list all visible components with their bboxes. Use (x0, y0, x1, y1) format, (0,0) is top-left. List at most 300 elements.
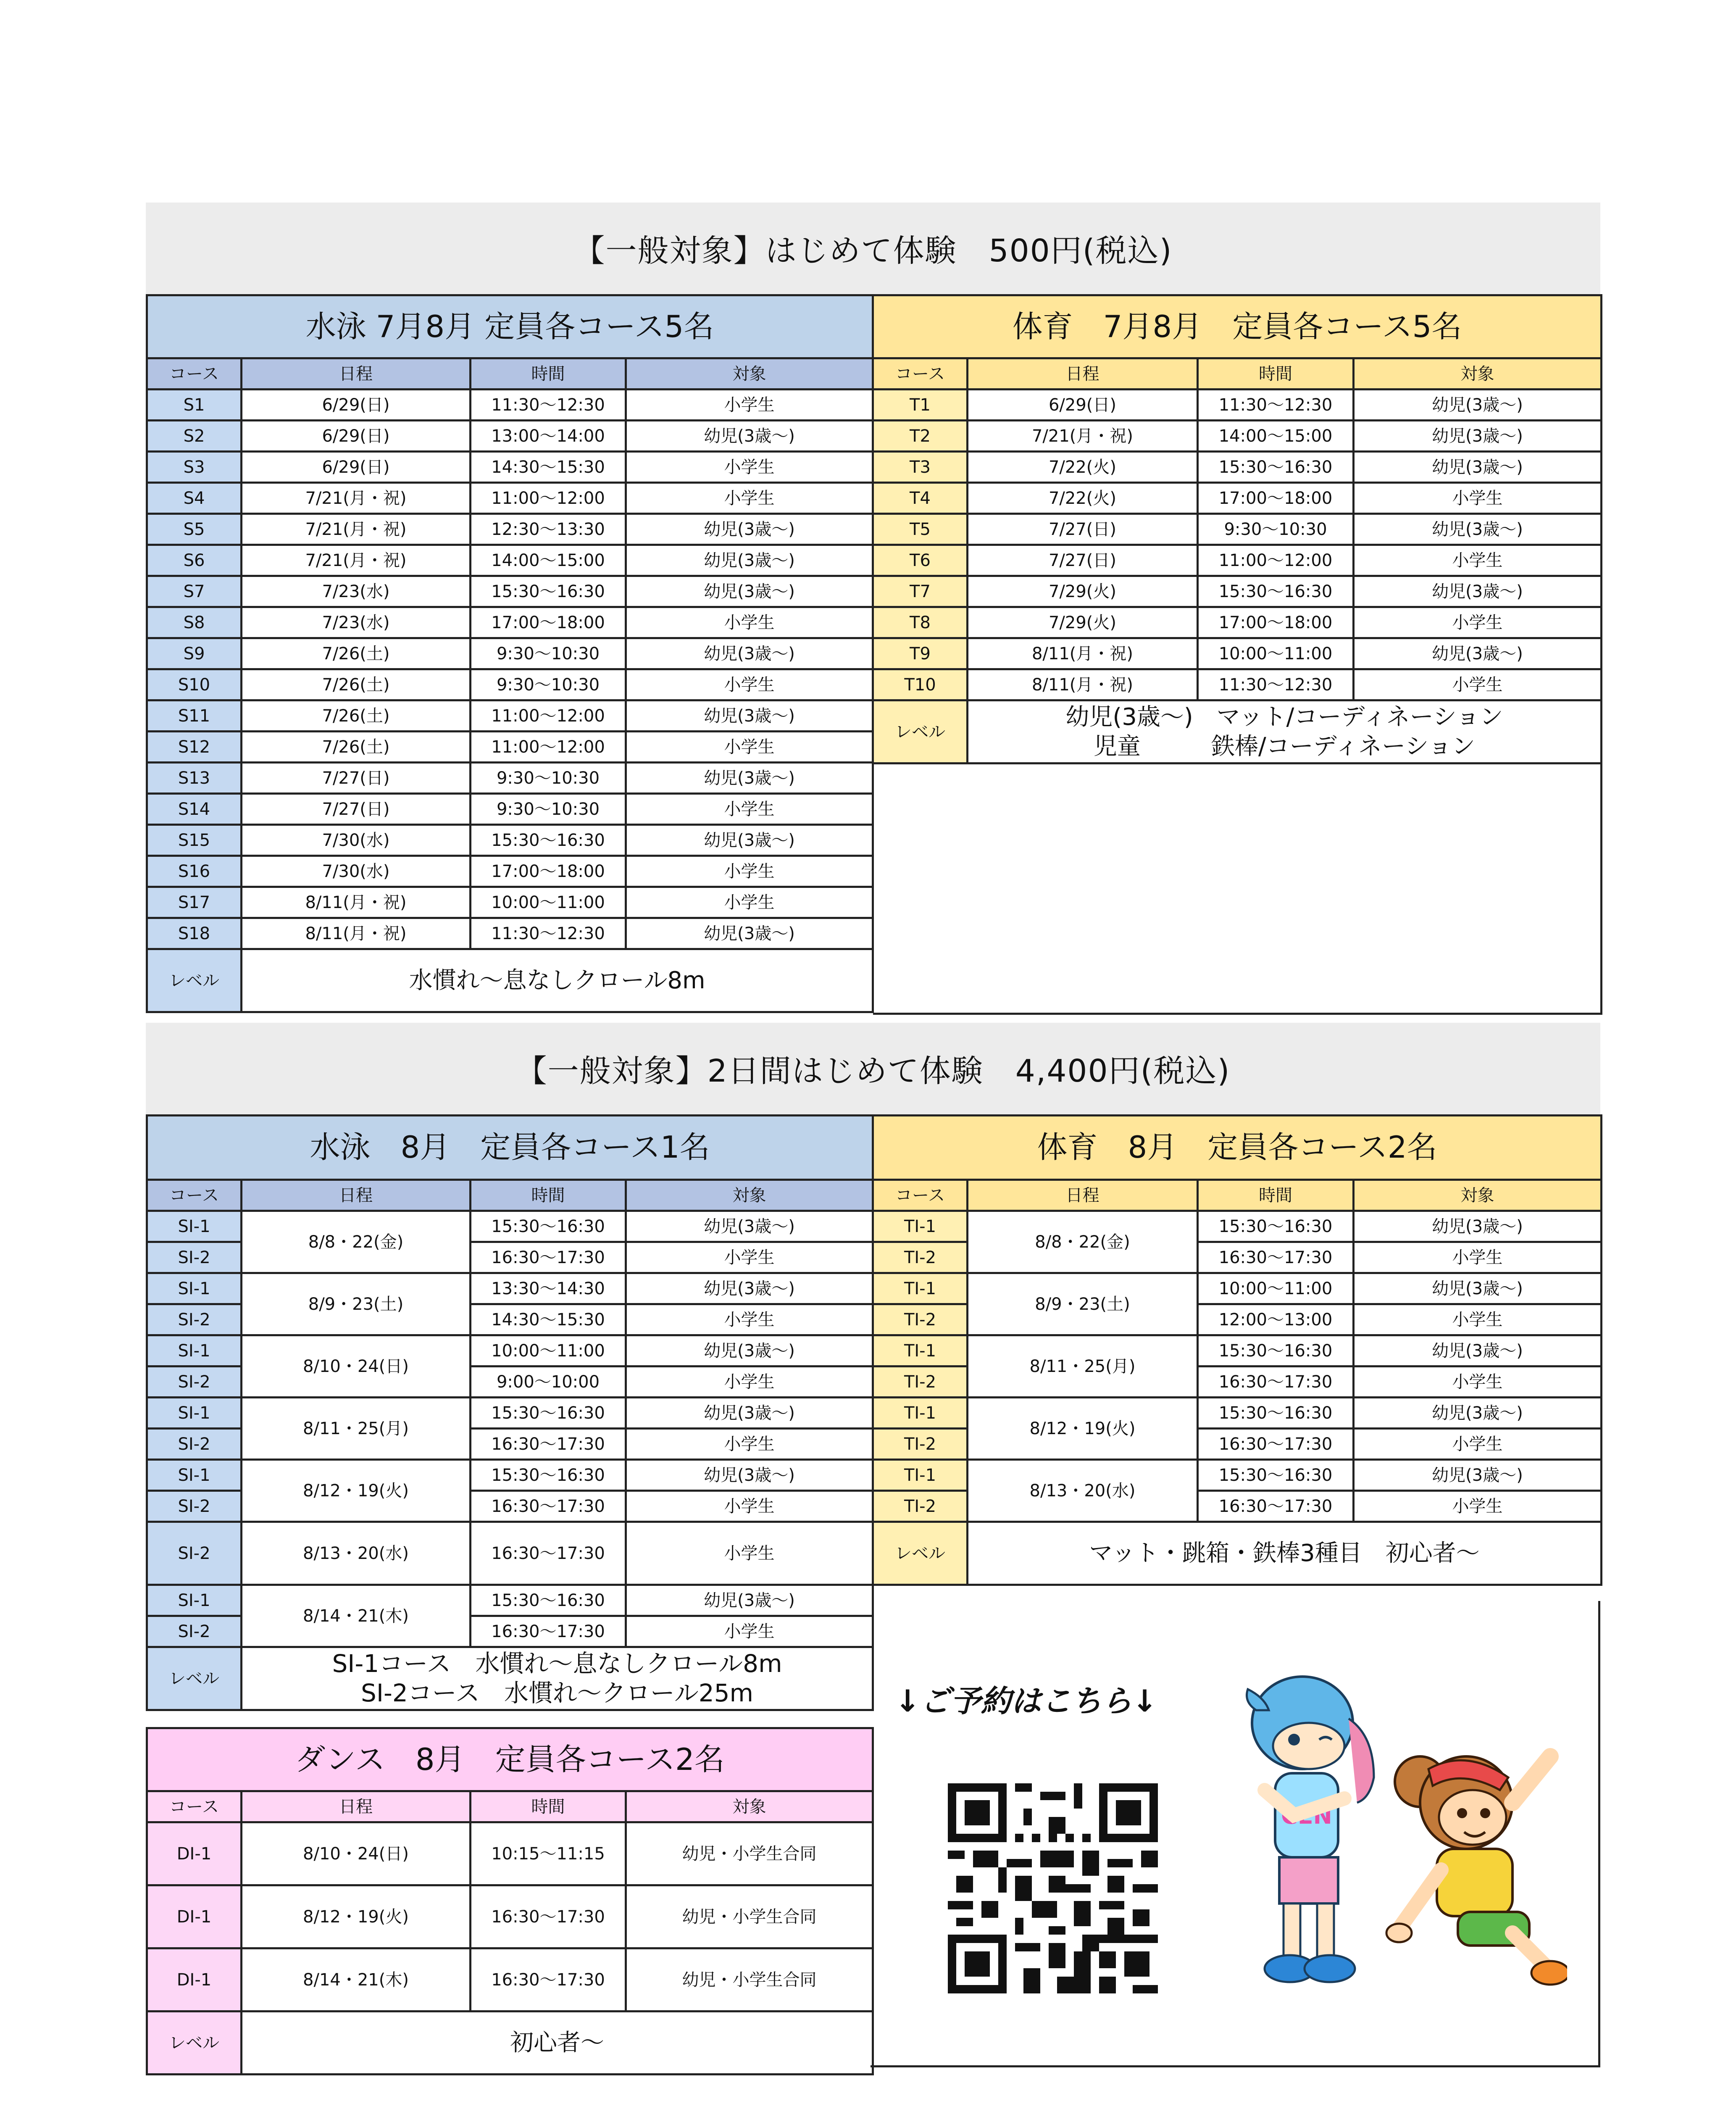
course-time: 11:30～12:30 (471, 390, 626, 421)
table-row (873, 669, 1602, 700)
table-row (147, 1885, 873, 1948)
gym-table-2-title: 体育 8月 定員各コース2名 (873, 1116, 1602, 1180)
table-row (873, 545, 1602, 576)
course-target: 幼児(3歳～) (626, 576, 873, 607)
col-target: 対象 (1354, 358, 1602, 390)
course-time: 15:30～16:30 (471, 576, 626, 607)
level-row (873, 1522, 1602, 1585)
course-target: 幼児(3歳～) (1354, 1273, 1602, 1304)
course-code: DI-1 (147, 1822, 242, 1885)
course-target: 幼児(3歳～) (1354, 1398, 1602, 1429)
col-date: 日程 (242, 1791, 471, 1822)
course-time: 15:30～16:30 (1198, 1398, 1354, 1429)
table-row (147, 452, 873, 483)
course-date: 7/21(月・祝) (242, 514, 471, 545)
swim-table-2 (146, 1114, 874, 1711)
course-target: 幼児(3歳～) (626, 1211, 873, 1242)
course-target: 幼児・小学生合同 (626, 1885, 873, 1948)
course-date: 8/14・21(木) (242, 1948, 471, 2011)
course-time: 10:00～11:00 (1198, 1273, 1354, 1304)
course-date: 8/9・23(土) (242, 1273, 471, 1335)
table-row (147, 514, 873, 545)
course-target: 幼児(3歳～) (626, 638, 873, 669)
col-date: 日程 (968, 358, 1198, 390)
course-date: 7/29(火) (968, 576, 1198, 607)
course-code: T5 (873, 514, 968, 545)
col-course: コース (147, 358, 242, 390)
col-time: 時間 (471, 358, 626, 390)
course-time: 16:30～17:30 (471, 1429, 626, 1460)
table-row (147, 390, 873, 421)
course-target: 小学生 (626, 1366, 873, 1398)
course-time: 10:00～11:00 (471, 887, 626, 918)
course-time: 15:30～16:30 (1198, 1211, 1354, 1242)
col-course: コース (147, 1791, 242, 1822)
course-target: 小学生 (626, 732, 873, 763)
table-row (147, 825, 873, 856)
course-time: 11:30～12:30 (1198, 669, 1354, 700)
course-target: 小学生 (1354, 1366, 1602, 1398)
col-time: 時間 (1198, 1180, 1354, 1211)
course-code: T1 (873, 390, 968, 421)
course-code: T2 (873, 421, 968, 452)
course-date: 8/11(月・祝) (242, 918, 471, 949)
course-date: 7/21(月・祝) (242, 545, 471, 576)
course-code: TI-2 (873, 1491, 968, 1522)
table-row (147, 576, 873, 607)
col-date: 日程 (242, 1180, 471, 1211)
course-code: SI-2 (147, 1429, 242, 1460)
table-row (147, 1273, 873, 1304)
course-date: 8/12・19(火) (242, 1460, 471, 1522)
table-row (147, 763, 873, 794)
table-row (147, 421, 873, 452)
course-date: 7/23(水) (242, 607, 471, 638)
course-target: 幼児(3歳～) (1354, 514, 1602, 545)
col-date: 日程 (242, 358, 471, 390)
course-date: 8/10・24(日) (242, 1335, 471, 1398)
course-time: 16:30～17:30 (1198, 1242, 1354, 1273)
level-text: 初心者～ (242, 2011, 873, 2075)
course-time: 11:00～12:00 (471, 732, 626, 763)
course-time: 11:00～12:00 (1198, 545, 1354, 576)
qr-code-icon[interactable] (948, 1783, 1158, 1993)
course-code: S16 (147, 856, 242, 887)
course-time: 9:00～10:00 (471, 1366, 626, 1398)
course-time: 14:30～15:30 (471, 1304, 626, 1335)
level-line-2: SI-2コース 水慣れ～クロール25m (361, 1678, 754, 1707)
monkey-mascot (1374, 1731, 1567, 1992)
course-time: 15:30～16:30 (471, 1585, 626, 1616)
course-code: TI-2 (873, 1429, 968, 1460)
course-target: 幼児(3歳～) (626, 825, 873, 856)
course-code: S6 (147, 545, 242, 576)
course-time: 14:30～15:30 (471, 452, 626, 483)
section2-header (146, 1023, 1600, 1114)
course-target: 幼児(3歳～) (626, 514, 873, 545)
level-text (242, 1647, 873, 1710)
course-date: 7/22(火) (968, 483, 1198, 514)
course-date: 7/27(日) (968, 545, 1198, 576)
course-target: 小学生 (626, 607, 873, 638)
table-row (147, 918, 873, 949)
course-time: 9:30～10:30 (471, 794, 626, 825)
course-date: 7/26(土) (242, 700, 471, 732)
course-code: TI-1 (873, 1273, 968, 1304)
course-date: 6/29(日) (242, 390, 471, 421)
course-date: 8/12・19(火) (242, 1885, 471, 1948)
course-code: DI-1 (147, 1885, 242, 1948)
course-time: 11:00～12:00 (471, 483, 626, 514)
course-target: 小学生 (1354, 669, 1602, 700)
table-row (873, 1460, 1602, 1491)
course-target: 小学生 (1354, 483, 1602, 514)
course-date: 7/23(水) (242, 576, 471, 607)
course-date: 7/26(土) (242, 732, 471, 763)
gym-table-1-title: 体育 7月8月 定員各コース5名 (873, 295, 1602, 358)
col-target: 対象 (626, 1791, 873, 1822)
course-time: 11:30～12:30 (1198, 390, 1354, 421)
course-target: 小学生 (1354, 1304, 1602, 1335)
course-target: 幼児(3歳～) (1354, 638, 1602, 669)
course-date: 8/10・24(日) (242, 1822, 471, 1885)
svg-text:CEN: CEN (1281, 1803, 1332, 1829)
course-time: 16:30～17:30 (471, 1948, 626, 2011)
course-time: 16:30～17:30 (471, 1491, 626, 1522)
course-target: 幼児・小学生合同 (626, 1948, 873, 2011)
course-code: SI-2 (147, 1616, 242, 1647)
swim-table-2-title: 水泳 8月 定員各コース1名 (147, 1116, 873, 1180)
course-code: TI-1 (873, 1398, 968, 1429)
course-time: 15:30～16:30 (1198, 452, 1354, 483)
course-time: 11:30～12:30 (471, 918, 626, 949)
course-target: 幼児(3歳～) (626, 918, 873, 949)
course-code: DI-1 (147, 1948, 242, 2011)
course-date: 8/9・23(土) (968, 1273, 1198, 1335)
course-time: 10:00～11:00 (471, 1335, 626, 1366)
course-code: S10 (147, 669, 242, 700)
course-time: 15:30～16:30 (1198, 576, 1354, 607)
course-time: 9:30～10:30 (471, 638, 626, 669)
course-target: 小学生 (1354, 1491, 1602, 1522)
course-code: TI-1 (873, 1460, 968, 1491)
table-row (873, 421, 1602, 452)
course-date: 8/11(月・祝) (968, 638, 1198, 669)
course-code: SI-1 (147, 1335, 242, 1366)
course-code: SI-2 (147, 1491, 242, 1522)
table-row (147, 732, 873, 763)
course-code: SI-1 (147, 1273, 242, 1304)
course-date: 7/22(火) (968, 452, 1198, 483)
course-code: T4 (873, 483, 968, 514)
course-code: S5 (147, 514, 242, 545)
course-target: 幼児(3歳～) (626, 700, 873, 732)
table-row (147, 669, 873, 700)
table-row (873, 390, 1602, 421)
course-target: 小学生 (626, 887, 873, 918)
course-target: 幼児(3歳～) (1354, 421, 1602, 452)
course-time: 10:15～11:15 (471, 1822, 626, 1885)
course-code: TI-1 (873, 1335, 968, 1366)
swim-table-1-title: 水泳 7月8月 定員各コース5名 (147, 295, 873, 358)
course-code: SI-1 (147, 1585, 242, 1616)
course-code: S11 (147, 700, 242, 732)
course-time: 16:30～17:30 (471, 1522, 626, 1585)
table-row (147, 887, 873, 918)
table-row (147, 1398, 873, 1429)
col-course: コース (147, 1180, 242, 1211)
course-date: 7/26(土) (242, 669, 471, 700)
course-target: 小学生 (626, 390, 873, 421)
table-row (873, 1398, 1602, 1429)
course-date: 8/11・25(月) (968, 1335, 1198, 1398)
table-row (147, 638, 873, 669)
course-code: TI-2 (873, 1242, 968, 1273)
level-label: レベル (873, 1522, 968, 1585)
course-target: 幼児(3歳～) (626, 421, 873, 452)
course-code: SI-1 (147, 1211, 242, 1242)
course-time: 16:30～17:30 (1198, 1366, 1354, 1398)
course-target: 幼児(3歳～) (626, 1398, 873, 1429)
col-time: 時間 (471, 1180, 626, 1211)
course-date: 8/13・20(水) (242, 1522, 471, 1585)
course-code: S8 (147, 607, 242, 638)
course-time: 17:00～18:00 (1198, 607, 1354, 638)
section1-title: 【一般対象】はじめて体験 500円(税込) (573, 233, 1173, 269)
course-target: 小学生 (626, 856, 873, 887)
course-date: 6/29(日) (968, 390, 1198, 421)
level-label: レベル (147, 2011, 242, 2075)
course-time: 14:00～15:00 (1198, 421, 1354, 452)
course-code: S13 (147, 763, 242, 794)
level-row (147, 949, 873, 1012)
course-date: 7/30(水) (242, 825, 471, 856)
course-time: 9:30～10:30 (1198, 514, 1354, 545)
table-row (873, 1335, 1602, 1366)
course-date: 8/11(月・祝) (242, 887, 471, 918)
course-target: 小学生 (626, 1304, 873, 1335)
course-time: 16:30～17:30 (471, 1616, 626, 1647)
table-row (147, 607, 873, 638)
dance-table (146, 1727, 874, 2075)
course-code: S2 (147, 421, 242, 452)
table-row (873, 483, 1602, 514)
course-target: 幼児(3歳～) (1354, 576, 1602, 607)
gym-table-1 (872, 294, 1602, 1015)
course-date: 8/8・22(金) (242, 1211, 471, 1273)
level-line-2: 児童 鉄棒/コーディネーション (1093, 732, 1476, 760)
course-code: S7 (147, 576, 242, 607)
level-text: マット・跳箱・鉄棒3種目 初心者～ (968, 1522, 1602, 1585)
course-date: 8/11・25(月) (242, 1398, 471, 1460)
empty-area (873, 764, 1602, 1014)
course-code: S12 (147, 732, 242, 763)
course-target: 幼児(3歳～) (626, 1585, 873, 1616)
course-date: 7/27(日) (242, 794, 471, 825)
course-time: 13:30～14:30 (471, 1273, 626, 1304)
course-time: 12:30～13:30 (471, 514, 626, 545)
section1-header (146, 203, 1600, 294)
course-date: 7/27(日) (968, 514, 1198, 545)
table-row (147, 794, 873, 825)
course-target: 小学生 (626, 1491, 873, 1522)
course-time: 17:00～18:00 (471, 607, 626, 638)
course-time: 14:00～15:00 (471, 545, 626, 576)
col-time: 時間 (471, 1791, 626, 1822)
col-target: 対象 (1354, 1180, 1602, 1211)
level-label: レベル (147, 1647, 242, 1710)
course-code: T8 (873, 607, 968, 638)
course-code: S1 (147, 390, 242, 421)
course-code: T10 (873, 669, 968, 700)
course-target: 小学生 (626, 1242, 873, 1273)
level-row (147, 2011, 873, 2075)
table-row (873, 1273, 1602, 1304)
reserve-label: ↓ご予約はこちら↓ (895, 1683, 1157, 1719)
course-code: SI-2 (147, 1522, 242, 1585)
table-row (873, 576, 1602, 607)
course-code: S9 (147, 638, 242, 669)
course-time: 16:30～17:30 (1198, 1491, 1354, 1522)
course-time: 17:00～18:00 (1198, 483, 1354, 514)
course-target: 幼児(3歳～) (1354, 390, 1602, 421)
course-target: 幼児(3歳～) (626, 1460, 873, 1491)
course-code: S4 (147, 483, 242, 514)
table-row (873, 514, 1602, 545)
course-target: 小学生 (626, 483, 873, 514)
table-row (147, 856, 873, 887)
table-row (873, 638, 1602, 669)
level-row (147, 1647, 873, 1710)
course-code: S3 (147, 452, 242, 483)
course-code: S18 (147, 918, 242, 949)
course-time: 15:30～16:30 (1198, 1335, 1354, 1366)
col-date: 日程 (968, 1180, 1198, 1211)
course-date: 6/29(日) (242, 421, 471, 452)
course-target: 小学生 (626, 1522, 873, 1585)
course-target: 小学生 (626, 1429, 873, 1460)
course-code: SI-1 (147, 1460, 242, 1491)
course-target: 幼児(3歳～) (626, 1335, 873, 1366)
course-time: 16:30～17:30 (471, 1885, 626, 1948)
table-row (147, 1335, 873, 1366)
table-row (147, 1211, 873, 1242)
table-row (147, 1822, 873, 1885)
course-target: 小学生 (1354, 1429, 1602, 1460)
col-target: 対象 (626, 1180, 873, 1211)
table-row (873, 452, 1602, 483)
dolphin-mascot (1239, 1664, 1386, 1992)
table-row (873, 607, 1602, 638)
course-code: SI-2 (147, 1242, 242, 1273)
course-time: 15:30～16:30 (1198, 1460, 1354, 1491)
course-code: SI-2 (147, 1304, 242, 1335)
course-date: 8/11(月・祝) (968, 669, 1198, 700)
table-row (147, 1460, 873, 1491)
course-time: 12:00～13:00 (1198, 1304, 1354, 1335)
level-text (968, 700, 1602, 764)
course-code: TI-1 (873, 1211, 968, 1242)
course-code: T7 (873, 576, 968, 607)
course-time: 11:00～12:00 (471, 700, 626, 732)
course-target: 幼児(3歳～) (1354, 1211, 1602, 1242)
course-date: 8/8・22(金) (968, 1211, 1198, 1273)
level-line-1: 幼児(3歳～) マット/コーディネーション (1065, 703, 1503, 731)
course-code: SI-1 (147, 1398, 242, 1429)
course-target: 小学生 (626, 794, 873, 825)
course-date: 8/13・20(水) (968, 1460, 1198, 1522)
course-target: 幼児(3歳～) (626, 763, 873, 794)
course-target: 小学生 (626, 452, 873, 483)
dance-table-title: ダンス 8月 定員各コース2名 (147, 1728, 873, 1791)
course-date: 8/14・21(木) (242, 1585, 471, 1647)
course-time: 10:00～11:00 (1198, 638, 1354, 669)
course-code: SI-2 (147, 1366, 242, 1398)
course-target: 小学生 (1354, 607, 1602, 638)
course-code: TI-2 (873, 1366, 968, 1398)
level-row (873, 700, 1602, 764)
level-line-1: SI-1コース 水慣れ～息なしクロール8m (332, 1649, 782, 1678)
level-text: 水慣れ～息なしクロール8m (242, 949, 873, 1012)
course-target: 幼児(3歳～) (626, 545, 873, 576)
table-row (147, 1585, 873, 1616)
course-time: 15:30～16:30 (471, 1460, 626, 1491)
course-date: 7/21(月・祝) (242, 483, 471, 514)
course-target: 小学生 (1354, 1242, 1602, 1273)
course-code: TI-2 (873, 1304, 968, 1335)
course-time: 17:00～18:00 (471, 856, 626, 887)
col-target: 対象 (626, 358, 873, 390)
course-time: 13:00～14:00 (471, 421, 626, 452)
course-target: 幼児(3歳～) (1354, 1335, 1602, 1366)
table-row (147, 1522, 873, 1585)
gym-table-2 (872, 1114, 1602, 1586)
course-code: T3 (873, 452, 968, 483)
course-target: 小学生 (626, 1616, 873, 1647)
table-row (147, 1948, 873, 2011)
course-target: 幼児(3歳～) (1354, 1460, 1602, 1491)
course-target: 小学生 (626, 669, 873, 700)
course-time: 15:30～16:30 (471, 1211, 626, 1242)
course-time: 9:30～10:30 (471, 763, 626, 794)
course-date: 8/12・19(火) (968, 1398, 1198, 1460)
course-time: 16:30～17:30 (471, 1242, 626, 1273)
table-row (147, 483, 873, 514)
col-course: コース (873, 358, 968, 390)
course-code: T6 (873, 545, 968, 576)
course-date: 7/27(日) (242, 763, 471, 794)
course-date: 7/26(土) (242, 638, 471, 669)
course-time: 16:30～17:30 (1198, 1429, 1354, 1460)
level-label: レベル (147, 949, 242, 1012)
course-target: 幼児(3歳～) (626, 1273, 873, 1304)
table-row (147, 700, 873, 732)
course-date: 7/30(水) (242, 856, 471, 887)
table-row (147, 545, 873, 576)
col-course: コース (873, 1180, 968, 1211)
table-row (873, 1211, 1602, 1242)
course-time: 9:30～10:30 (471, 669, 626, 700)
course-target: 幼児(3歳～) (1354, 452, 1602, 483)
swim-table-1 (146, 294, 874, 1013)
course-time: 15:30～16:30 (471, 1398, 626, 1429)
course-code: T9 (873, 638, 968, 669)
col-time: 時間 (1198, 358, 1354, 390)
level-label: レベル (873, 700, 968, 764)
course-code: S14 (147, 794, 242, 825)
course-target: 幼児・小学生合同 (626, 1822, 873, 1885)
course-code: S15 (147, 825, 242, 856)
